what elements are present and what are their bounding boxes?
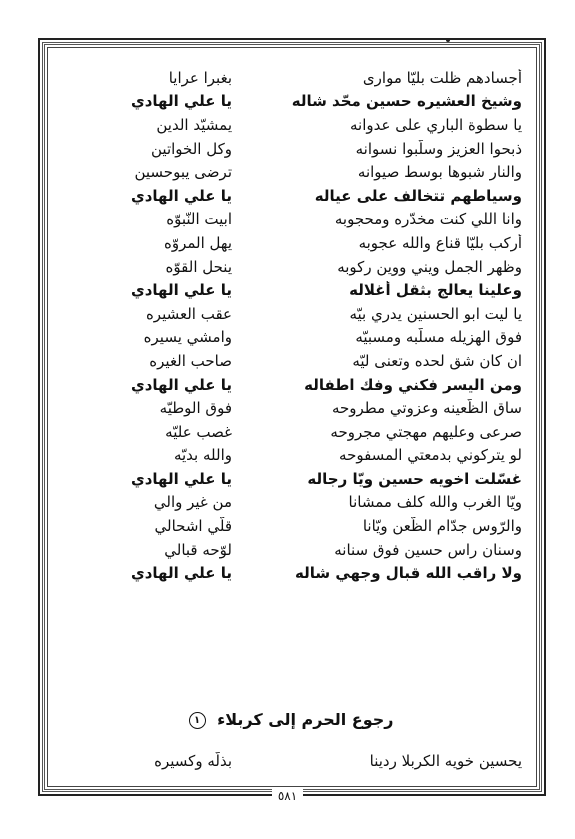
verse-right-half: ان كان شق لحده وتعنى ليّه (352, 351, 522, 370)
verse-row (60, 278, 522, 302)
verse-row (60, 491, 522, 515)
verse-row (60, 231, 522, 255)
verse-left-half: قلّي اشحالي (154, 517, 232, 536)
verse-row (60, 90, 522, 114)
verse-right-half: ويّا الغرب والله كلف ممشانا (348, 493, 522, 512)
section-heading (60, 710, 522, 729)
verse-right-half: وانا اللي كنت مخدّره ومحجوبه (334, 210, 522, 229)
verse-left-half: والله بديّه (173, 446, 232, 465)
verse-left-half: يا علي الهادي (130, 281, 232, 300)
verse-row (60, 561, 522, 585)
verse-right-half: يا ليت ابو الحسنين يدري بيّه (349, 304, 522, 323)
verse-row (60, 538, 522, 562)
verse-right-half: فوق الهزيله مسلّبه ومسبيّه (355, 328, 522, 347)
verse-left-half: يا علي الهادي (130, 564, 232, 583)
verse-right-half: أجسادهم ظلت بليّا موارى (362, 68, 522, 87)
verse-left-half: غصب عليّه (165, 422, 232, 441)
verse-right-half: ساق الظّعينه وعزوتي مطروحه (331, 399, 522, 418)
verse-row (60, 113, 522, 137)
verse-left-half: يا علي الهادي (130, 375, 232, 394)
section-heading-text: رجوع الحرم إلى كربلاء (217, 710, 394, 729)
page-number-text: ٥٨١ (272, 789, 303, 803)
verse-row (60, 396, 522, 420)
verse-left-half: ينحل القوّه (165, 257, 232, 276)
verse-right-half: لو يتركوني بدمعتي المسفوحه (339, 446, 522, 465)
verse-right-half: وظهر الجمل ويني ووين ركوبه (337, 257, 522, 276)
verse-row (60, 326, 522, 350)
verse-left-half: يا علي الهادي (130, 186, 232, 205)
verse-right-half: وعلينا يعالج بثقل أغلاله (349, 281, 522, 300)
verse-left-half: عقب العشيره (145, 304, 232, 323)
verse-row (60, 467, 522, 491)
verse-row (60, 302, 522, 326)
verse-right-half: وسياطهم تتخالف على عياله (314, 186, 522, 205)
last-verse (60, 752, 522, 770)
verse-left-half: ترضى يبوحسين (134, 163, 232, 182)
verse-left-half: وامشي يسيره (143, 328, 232, 347)
verse-row (60, 444, 522, 468)
verse-left-half: من غير والي (153, 493, 232, 512)
verse-right-half: أركب بليّا قناع والله عجوبه (358, 233, 522, 252)
verse-row (60, 514, 522, 538)
verse-left-half: صاحب الغيره (149, 351, 232, 370)
verse-right-half: ومن اليسر فكني وفك اطفاله (304, 375, 522, 394)
footnote-marker: ١ (189, 712, 206, 729)
verse-left-half: وكل الخواتين (151, 139, 232, 158)
verse-right-half: وشيخ العشيره حسين محّد شاله (291, 92, 522, 111)
verse-right-half: والنار شبوها بوسط صيوانه (357, 163, 522, 182)
verse-left-half: يا علي الهادي (130, 92, 232, 111)
ornament-dot (446, 38, 450, 42)
verse-row (60, 160, 522, 184)
verse-left-half: يهل المروّه (163, 233, 232, 252)
verse-left-half: بذلّه وكسيره (154, 752, 232, 770)
verse-row (60, 420, 522, 444)
verse-row (60, 66, 522, 90)
verse-right-half: صرعى وعليهم مهجتي مجروحه (330, 422, 522, 441)
verse-left-half: بغبرا عرايا (168, 68, 232, 87)
verse-right-half: يحسين خويه الكربلا ردينا (369, 752, 522, 770)
verse-right-half: ولا راقب الله قبال وجهي شاله (295, 564, 522, 583)
verse-right-half: يا سطوة الباري على عدوانه (350, 115, 522, 134)
verse-row (60, 255, 522, 279)
verse-left-half: يا علي الهادي (130, 469, 232, 488)
verse-left-half: لوّحه قبالي (164, 540, 232, 559)
verse-row (60, 137, 522, 161)
verse-right-half: وسنان راس حسين فوق سنانه (334, 540, 522, 559)
verse-right-half: ذبحوا العزيز وسلّبوا نسوانه (355, 139, 522, 158)
poem-verses (60, 66, 522, 585)
verse-row (60, 208, 522, 232)
verse-right-half: والرّوس جدّام الظّعن ويّانا (362, 517, 522, 536)
verse-left-half: يمشيّد الدين (156, 115, 232, 134)
page-number (0, 789, 575, 803)
verse-row (60, 373, 522, 397)
verse-row (60, 349, 522, 373)
verse-left-half: ابيت النّبوّه (166, 210, 232, 229)
verse-left-half: فوق الوطيّه (159, 399, 232, 418)
verse-row (60, 184, 522, 208)
verse-right-half: غسّلت اخويه حسين ويّا رجاله (307, 469, 522, 488)
